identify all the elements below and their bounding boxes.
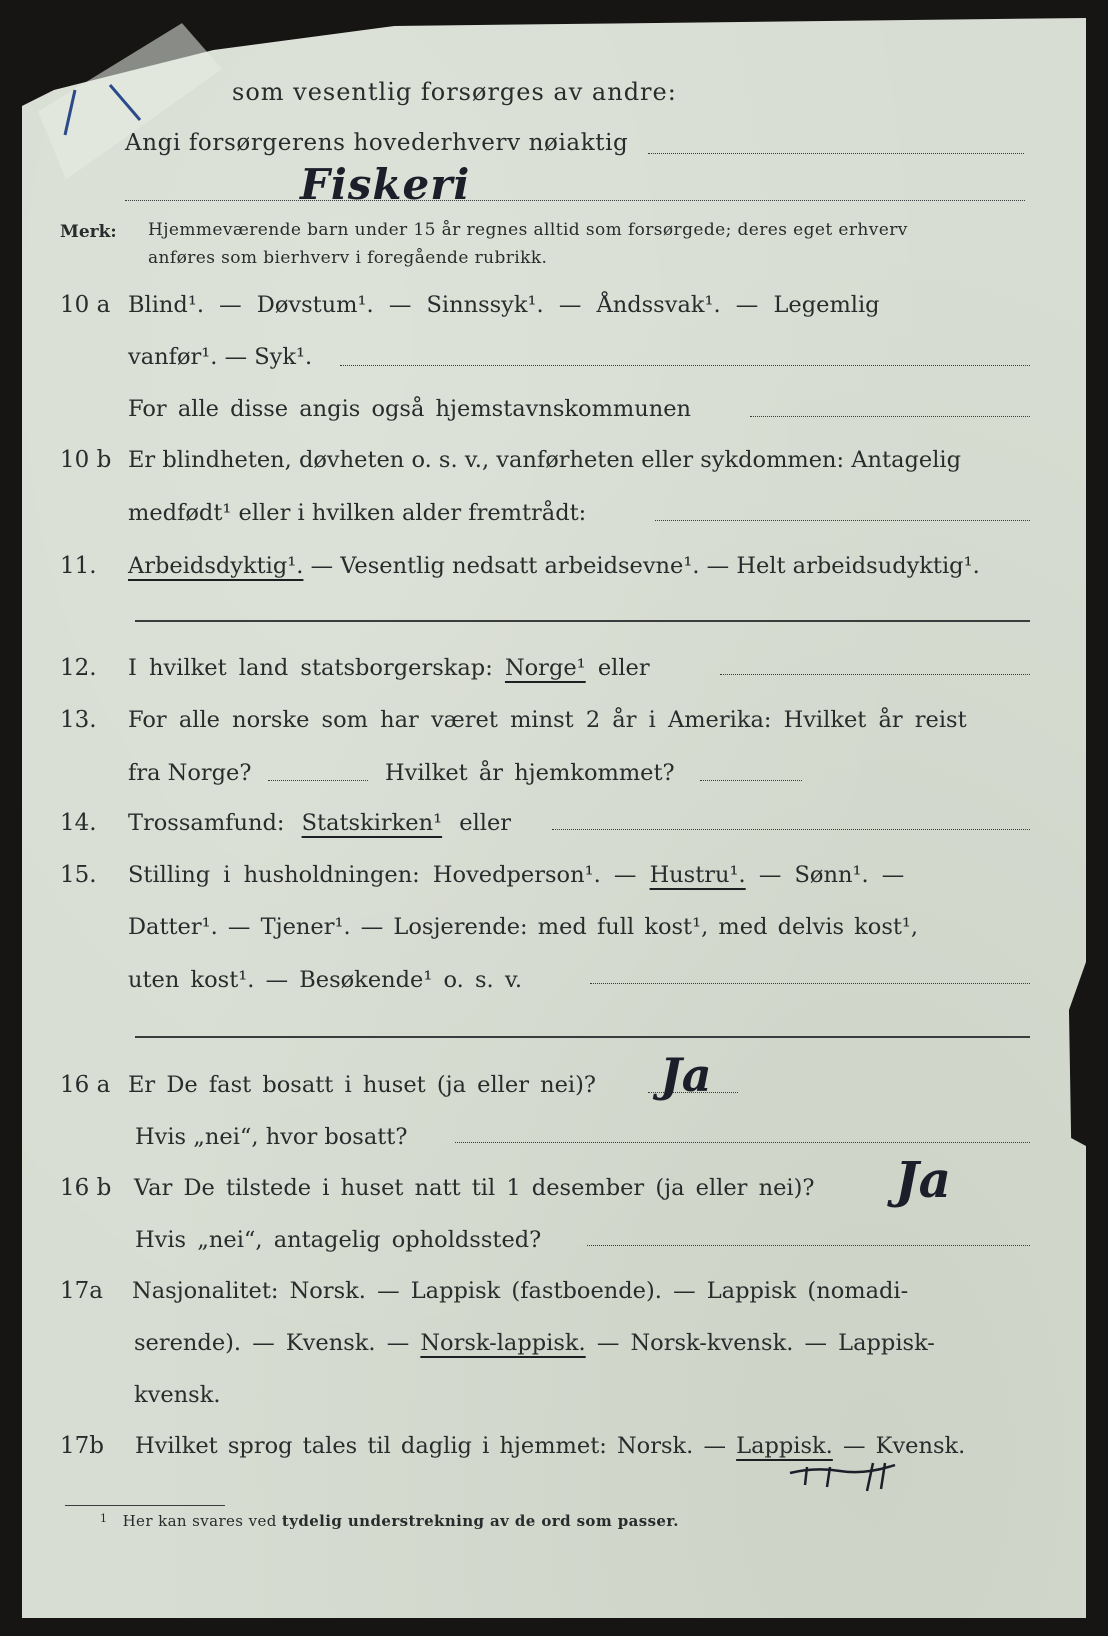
hand-q16b: Ja bbox=[895, 1150, 952, 1209]
q10a-line2: vanfør¹. — Syk¹. bbox=[128, 344, 313, 370]
q10a-line3: For alle disse angis også hjemstavnskommunen bbox=[128, 396, 692, 422]
q14-blank bbox=[552, 829, 1030, 830]
q13-line2a: fra Norge? bbox=[128, 760, 252, 786]
q15-line1 bbox=[128, 862, 904, 888]
q10b-line1: Er blindheten, døvheten o. s. v., vanførheten eller sykdommen: Antagelig bbox=[128, 447, 961, 473]
q14-number: 14. bbox=[60, 810, 97, 836]
angi-line bbox=[648, 153, 1024, 154]
q10b-line2-blank bbox=[655, 520, 1030, 521]
q11-rule bbox=[135, 620, 1030, 622]
q14-opt-statskirken: Statskirken¹ bbox=[301, 810, 443, 836]
q12-text: I hvilket land statsborgerskap: bbox=[128, 655, 493, 681]
q10a-line1: Blind¹. — Døvstum¹. — Sinnssyk¹. — Åndssvak¹. — Legemlig bbox=[128, 292, 880, 318]
q17a-opt-norsk-lappisk: Norsk-lappisk. bbox=[420, 1330, 586, 1356]
q11-rest: — Vesentlig nedsatt arbeidsevne¹. — Helt arbeidsudyktig¹. bbox=[310, 553, 980, 579]
q13-line1: For alle norske som har været minst 2 år i Amerika: Hvilket år reist bbox=[128, 707, 967, 733]
footnote-text-b: tydelig understrekning av de ord som passer. bbox=[281, 1512, 679, 1530]
q12-blank bbox=[720, 674, 1030, 675]
q17b-line1c: — Kvensk. bbox=[842, 1433, 966, 1459]
q15-rule bbox=[135, 1036, 1030, 1038]
q15-line3: uten kost¹. — Besøkende¹ o. s. v. bbox=[128, 967, 523, 993]
q15-opt-hustru: Hustru¹. bbox=[649, 862, 746, 888]
q16a-line1: Er De fast bosatt i huset (ja eller nei)? bbox=[128, 1072, 596, 1098]
q16a-number: 16 a bbox=[60, 1072, 111, 1098]
q11-number: 11. bbox=[60, 553, 97, 579]
q17b-number: 17b bbox=[60, 1433, 104, 1459]
q10b-number: 10 b bbox=[60, 447, 112, 473]
q12-number: 12. bbox=[60, 655, 97, 681]
q15-line1a: Stilling i husholdningen: Hovedperson¹. — bbox=[128, 862, 637, 888]
q16b-number: 16 b bbox=[60, 1175, 112, 1201]
q15-line2: Datter¹. — Tjener¹. — Losjerende: med full kost¹, med delvis kost¹, bbox=[128, 914, 919, 940]
q16b-line1: Var De tilstede i huset natt til 1 desember (ja eller nei)? bbox=[134, 1175, 815, 1201]
q14-line bbox=[128, 810, 511, 836]
q12-opt-norge: Norge¹ bbox=[504, 655, 586, 681]
footnote-mark: 1 bbox=[100, 1512, 108, 1525]
q14-tail: eller bbox=[459, 810, 512, 836]
q12-line bbox=[128, 655, 650, 681]
q16a-blank2 bbox=[455, 1142, 1030, 1143]
footnote-text-a: Her kan svares ved bbox=[122, 1512, 277, 1530]
footnote-rule bbox=[65, 1505, 225, 1506]
q13-blank-a bbox=[268, 780, 368, 781]
footnote bbox=[100, 1512, 679, 1530]
q17a-number: 17a bbox=[60, 1278, 103, 1304]
angi-label: Angi forsørgerens hovederhverv nøiaktig bbox=[125, 130, 629, 156]
q17a-line3: kvensk. bbox=[134, 1382, 221, 1408]
q10a-line3-blank bbox=[750, 416, 1030, 417]
top-line: som vesentlig forsørges av andre: bbox=[232, 78, 677, 106]
q17b-opt-lappisk: Lappisk. bbox=[736, 1433, 833, 1459]
merk-line1: Hjemmeværende barn under 15 år regnes alltid som forsørgede; deres eget erhverv bbox=[148, 220, 908, 240]
q17a-line1: Nasjonalitet: Norsk. — Lappisk (fastboende). — Lappisk (nomadi- bbox=[132, 1278, 909, 1304]
q15-line1c: — Sønn¹. — bbox=[758, 862, 905, 888]
q15-number: 15. bbox=[60, 862, 97, 888]
q13-number: 13. bbox=[60, 707, 97, 733]
fiskeri-line bbox=[125, 200, 1025, 201]
q17a-line2c: — Norsk-kvensk. — Lappisk- bbox=[596, 1330, 935, 1356]
q16a-line2: Hvis „nei“, hvor bosatt? bbox=[135, 1124, 408, 1150]
hand-q16a: Ja bbox=[660, 1048, 712, 1102]
q10a-number: 10 a bbox=[60, 292, 111, 318]
q13-line2b: Hvilket år hjemkommet? bbox=[385, 760, 675, 786]
q10a-line2-blank bbox=[340, 365, 1030, 366]
q10b-line2: medfødt¹ eller i hvilken alder fremtrådt: bbox=[128, 500, 587, 526]
q17b-line1a: Hvilket sprog tales til daglig i hjemmet: Norsk. — bbox=[135, 1433, 726, 1459]
scribble-icon bbox=[785, 1455, 905, 1495]
q16b-blank bbox=[587, 1245, 1030, 1246]
q14-text: Trossamfund: bbox=[128, 810, 285, 836]
q17a-line2a: serende). — Kvensk. — bbox=[134, 1330, 410, 1356]
merk-line2: anføres som bierhverv i foregående rubrikk. bbox=[148, 248, 548, 268]
q17a-line2 bbox=[134, 1330, 935, 1356]
q12-tail: eller bbox=[597, 655, 650, 681]
q15-blank bbox=[590, 983, 1030, 984]
q13-blank-b bbox=[700, 780, 802, 781]
merk-label: Merk: bbox=[60, 222, 117, 242]
q11-opt-arbeidsdyktig: Arbeidsdyktig¹. bbox=[128, 553, 304, 579]
q11-line bbox=[128, 553, 980, 579]
q16b-line2: Hvis „nei“, antagelig opholdssted? bbox=[135, 1227, 542, 1253]
hand-fiskeri: Fiskeri bbox=[300, 160, 471, 209]
